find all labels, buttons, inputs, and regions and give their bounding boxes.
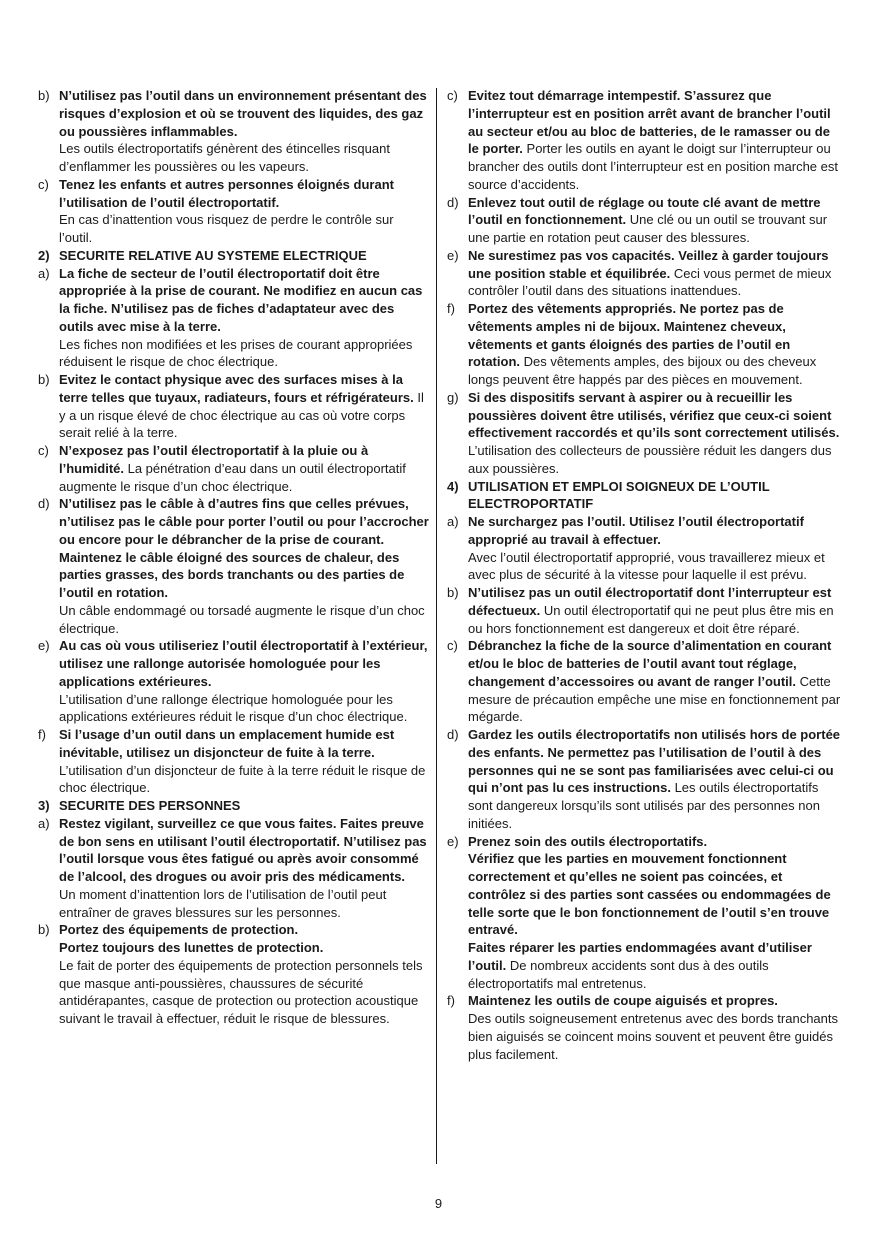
item-text bbox=[468, 87, 842, 194]
body-text: Un moment d’inattention lors de l’utilisation de l’outil peut entraîner de graves blessures sur les personnes. bbox=[59, 886, 387, 920]
item-text bbox=[59, 176, 430, 247]
item-text bbox=[468, 637, 842, 726]
body-text: L’utilisation d’une rallonge électrique homologuée pour les applications extérieures réduit le risque d’un choc électrique. bbox=[59, 691, 408, 725]
item-label: b) bbox=[38, 922, 50, 938]
bold-text: N’utilisez pas le câble à d’autres fins que celles prévues, n’utilisez pas le câble pour porter l’outil ou pour l’accrocher ou encore pour le débrancher de la prise de courant. Maintenez le câble éloigné des sources de chaleur, des parties grasses, des bords tranchants ou des parties de l’outil en rotation. bbox=[59, 496, 429, 600]
item-text bbox=[59, 726, 430, 797]
bold-text: Portez des vêtements appropriés. Ne portez pas de vêtements amples ni de bijoux. Maintenez cheveux, vêtements et gants éloignés des parties de l’outil en rotation. bbox=[468, 301, 791, 370]
list-item bbox=[38, 442, 430, 495]
item-text bbox=[468, 513, 842, 584]
item-label: b) bbox=[38, 372, 50, 387]
body-text: En cas d’inattention vous risquez de perdre le contrôle sur l’outil. bbox=[59, 212, 394, 245]
list-item bbox=[447, 833, 842, 993]
body-text: Les outils électroportatifs sont dangereux lorsqu’ils sont utilisés par des personnes non initiées. bbox=[468, 780, 820, 831]
list-item bbox=[447, 194, 842, 247]
body-text: Le fait de porter des équipements de protection personnels tels que masque anti-poussières, chaussures de sécurité antidérapantes, casque de protection ou protection acoustique suivant le travail à effectuer, réduit le risque de blessures. bbox=[59, 957, 423, 1026]
bold-text: Evitez tout démarrage intempestif. S’assurez que l’interrupteur est en position arrêt avant de brancher l’outil au secteur et/ou au bloc de batteries, de le ramasser ou de le porter. bbox=[468, 88, 831, 157]
item-label: g) bbox=[447, 389, 459, 405]
body-text: Les fiches non modifiées et les prises de courant appropriées réduisent le risque de choc électrique. bbox=[59, 336, 413, 370]
item-text bbox=[59, 87, 430, 176]
paragraph bbox=[468, 389, 842, 478]
bold-text: Portez des équipements de protection. bbox=[59, 922, 299, 938]
item-label: e) bbox=[38, 638, 50, 654]
bold-text: N’utilisez pas un outil électroportatif dont l’interrupteur est défectueux. bbox=[468, 585, 832, 618]
paragraph bbox=[59, 265, 430, 336]
paragraph bbox=[59, 371, 430, 442]
bold-text: Prenez soin des outils électroportatifs. bbox=[468, 833, 708, 849]
bold-text: Vérifiez que les parties en mouvement fonctionnent correctement et qu’elles ne soient pas coincées, et contrôlez si des parties sont cassées ou endommagées de telle sorte que le bon fonctionnement de l’outil s’en trouve entravé. bbox=[468, 851, 831, 938]
bold-text: Faites réparer les parties endommagées avant d’utiliser l’outil. bbox=[468, 940, 812, 973]
body-text: De nombreux accidents sont dus à des outils électroportatifs mal entretenus. bbox=[468, 957, 769, 991]
bold-text: Débranchez la fiche de la source d’alimentation en courant et/ou le bloc de batteries de l’outil avant tout réglage, changement d’accessoires ou avant de ranger l’outil. bbox=[468, 638, 832, 689]
list-item bbox=[447, 389, 842, 478]
item-label: c) bbox=[447, 88, 458, 103]
paragraph bbox=[468, 247, 842, 300]
body-text: Des vêtements amples, des bijoux ou des cheveux longs peuvent être happés par des pièces en mouvement. bbox=[468, 354, 817, 387]
list-item bbox=[447, 513, 842, 584]
body-text: L’utilisation des collecteurs de poussière réduit les dangers dus aux poussières. bbox=[468, 443, 832, 476]
bold-text: Maintenez les outils de coupe aiguisés et propres. bbox=[468, 993, 778, 1009]
list-item bbox=[447, 726, 842, 833]
list-item bbox=[447, 584, 842, 637]
body-text: La pénétration d’eau dans un outil électroportatif augmente le risque d’un choc électrique. bbox=[59, 460, 406, 494]
item-text bbox=[59, 247, 430, 265]
paragraph bbox=[468, 194, 842, 247]
list-item bbox=[38, 815, 430, 922]
paragraph bbox=[468, 833, 842, 851]
item-text bbox=[59, 371, 430, 442]
list-item bbox=[38, 637, 430, 726]
bold-text: Gardez les outils électroportatifs non utilisés hors de portée des enfants. Ne permettez pas l’utilisation de l’outil à des personnes qui ne se sont pas familiarisées avec celui-ci ou qui n’ont pas lu ces instructions. bbox=[468, 727, 841, 796]
paragraph bbox=[468, 637, 842, 726]
body-text: Les outils électroportatifs génèrent des étincelles risquant d’enflammer les poussières ou les vapeurs. bbox=[59, 141, 390, 174]
item-text bbox=[59, 797, 430, 815]
body-text: Un câble endommagé ou torsadé augmente le risque d’un choc électrique. bbox=[59, 602, 425, 636]
body-text: Porter les outils en ayant le doigt sur l’interrupteur ou brancher des outils dont l’interrupteur est en position marche est source d’accidents. bbox=[468, 141, 838, 192]
item-label: b) bbox=[447, 585, 459, 600]
paragraph bbox=[468, 726, 842, 833]
bold-text: N’utilisez pas l’outil dans un environnement présentant des risques d’explosion et où se trouvent des liquides, des gaz ou poussières inflammables. bbox=[59, 88, 427, 139]
list-item bbox=[447, 992, 842, 1063]
item-label: b) bbox=[38, 88, 50, 103]
heading-text: SECURITE DES PERSONNES bbox=[59, 798, 241, 813]
item-label: d) bbox=[447, 194, 459, 210]
item-text bbox=[468, 300, 842, 389]
bold-text: Evitez le contact physique avec des surfaces mises à la terre telles que tuyaux, radiateurs, fours et réfrigérateurs. bbox=[59, 372, 414, 405]
item-label: e) bbox=[447, 833, 459, 849]
item-text bbox=[468, 194, 842, 247]
paragraph bbox=[59, 637, 430, 690]
bold-text: N’exposez pas l’outil électroportatif à la pluie ou à l’humidité. bbox=[59, 443, 369, 476]
bold-text: Tenez les enfants et autres personnes éloignés durant l’utilisation de l’outil électroportatif. bbox=[59, 176, 394, 210]
body-text: Ceci vous permet de mieux contrôler l’outil dans des situations inattendues. bbox=[468, 265, 832, 299]
left-column bbox=[38, 87, 430, 1028]
item-label: c) bbox=[38, 443, 49, 458]
item-text bbox=[468, 833, 842, 993]
item-text bbox=[468, 247, 842, 300]
section-heading bbox=[38, 797, 430, 815]
paragraph bbox=[468, 87, 842, 194]
item-label: d) bbox=[38, 496, 50, 512]
item-text bbox=[59, 495, 430, 637]
list-item bbox=[38, 495, 430, 637]
list-item bbox=[38, 87, 430, 176]
bold-text: Au cas où vous utiliseriez l’outil électroportatif à l’extérieur, utilisez une rallonge autorisée homologuée pour les applications extérieures. bbox=[59, 638, 428, 689]
item-label: c) bbox=[38, 176, 49, 192]
body-text: L’utilisation d’un disjoncteur de fuite à la terre réduit le risque de choc électrique. bbox=[59, 762, 426, 796]
item-label: 4) bbox=[447, 478, 459, 494]
paragraph bbox=[468, 939, 842, 992]
item-label: c) bbox=[447, 638, 458, 654]
item-label: a) bbox=[447, 514, 459, 529]
item-text bbox=[59, 637, 430, 726]
item-text bbox=[468, 992, 842, 1063]
bold-text: Restez vigilant, surveillez ce que vous faites. Faites preuve de bon sens en utilisant l’outil électroportatif. N’utilisez pas l’outil lorsque vous êtes fatigué ou après avoir consommé de l’alcool, des drogues ou avoir pris des médicaments. bbox=[59, 815, 427, 884]
item-label: f) bbox=[447, 993, 455, 1009]
bold-text: Ne surestimez pas vos capacités. Veillez à garder toujours une position stable et équilibrée. bbox=[468, 247, 829, 281]
body-text: Un outil électroportatif qui ne peut plus être mis en ou hors fonctionnement est dangereux et doit être réparé. bbox=[468, 602, 834, 636]
item-label: f) bbox=[447, 301, 455, 316]
list-item bbox=[38, 176, 430, 247]
paragraph bbox=[59, 495, 430, 602]
body-text: Il y a un risque élevé de choc électrique au cas où votre corps serait relié à la terre. bbox=[59, 389, 424, 441]
list-item bbox=[447, 87, 842, 194]
item-label: a) bbox=[38, 265, 50, 281]
list-item bbox=[447, 247, 842, 300]
list-item bbox=[447, 300, 842, 389]
heading-text: SECURITE RELATIVE AU SYSTEME ELECTRIQUE bbox=[59, 247, 367, 263]
item-label: d) bbox=[447, 727, 459, 742]
list-item bbox=[447, 637, 842, 726]
column-divider bbox=[436, 88, 437, 1164]
list-item bbox=[38, 921, 430, 1028]
item-text bbox=[59, 265, 430, 372]
list-item bbox=[38, 371, 430, 442]
paragraph bbox=[59, 815, 430, 886]
item-text bbox=[59, 442, 430, 495]
item-label: f) bbox=[38, 727, 46, 742]
item-text bbox=[468, 584, 842, 637]
item-label: a) bbox=[38, 815, 50, 831]
item-text bbox=[468, 478, 842, 514]
bold-text: Si l’usage d’un outil dans un emplacement humide est inévitable, utilisez un disjoncteur de fuite à la terre. bbox=[59, 727, 395, 760]
item-label: e) bbox=[447, 247, 459, 263]
paragraph bbox=[468, 992, 842, 1010]
page-number: 9 bbox=[434, 1196, 443, 1211]
bold-text: Si des dispositifs servant à aspirer ou à recueillir les poussières doivent être utilisés, vérifiez que ceux-ci soient effectivement raccordés et qu’ils sont correctement utilisés. bbox=[468, 389, 840, 441]
item-text bbox=[59, 921, 430, 1028]
paragraph bbox=[468, 584, 842, 637]
body-text: Des outils soigneusement entretenus avec des bords tranchants bien aiguisés se coincent moins souvent et peuvent être guidés plus facilement. bbox=[468, 1011, 838, 1062]
paragraph bbox=[59, 921, 430, 939]
body-text: Une clé ou un outil se trouvant sur une partie en rotation peut causer des blessures. bbox=[468, 212, 828, 245]
section-heading bbox=[447, 478, 842, 514]
paragraph bbox=[59, 176, 430, 212]
item-text bbox=[468, 726, 842, 833]
list-item bbox=[38, 265, 430, 372]
item-label: 2) bbox=[38, 247, 50, 263]
bold-text: Enlevez tout outil de réglage ou toute clé avant de mettre l’outil en fonctionnement. bbox=[468, 194, 821, 228]
body-text: Cette mesure de précaution empêche une mise en fonctionnement par mégarde. bbox=[468, 673, 841, 725]
paragraph bbox=[468, 513, 842, 549]
paragraph bbox=[59, 726, 430, 797]
item-label: 3) bbox=[38, 798, 50, 813]
bold-text: Ne surchargez pas l’outil. Utilisez l’outil électroportatif approprié au travail à effectuer. bbox=[468, 514, 804, 547]
right-column bbox=[447, 87, 842, 1063]
bold-text: La fiche de secteur de l’outil électroportatif doit être appropriée à la prise de courant. Ne modifiez en aucun cas la fiche. N’utilisez pas de fiches d’adaptateur avec des outils avec mise à la terre. bbox=[59, 265, 423, 334]
heading-text: UTILISATION ET EMPLOI SOIGNEUX DE L’OUTIL ELECTROPORTATIF bbox=[468, 478, 770, 512]
paragraph bbox=[59, 87, 430, 140]
body-text: Avec l’outil électroportatif approprié, vous travaillerez mieux et avec plus de sécurité à la vitesse pour laquelle il est prévu. bbox=[468, 549, 825, 583]
item-text bbox=[468, 389, 842, 478]
bold-text: Portez toujours des lunettes de protection. bbox=[59, 940, 324, 955]
paragraph bbox=[59, 442, 430, 495]
section-heading bbox=[38, 247, 430, 265]
paragraph bbox=[468, 300, 842, 389]
list-item bbox=[38, 726, 430, 797]
item-text bbox=[59, 815, 430, 922]
